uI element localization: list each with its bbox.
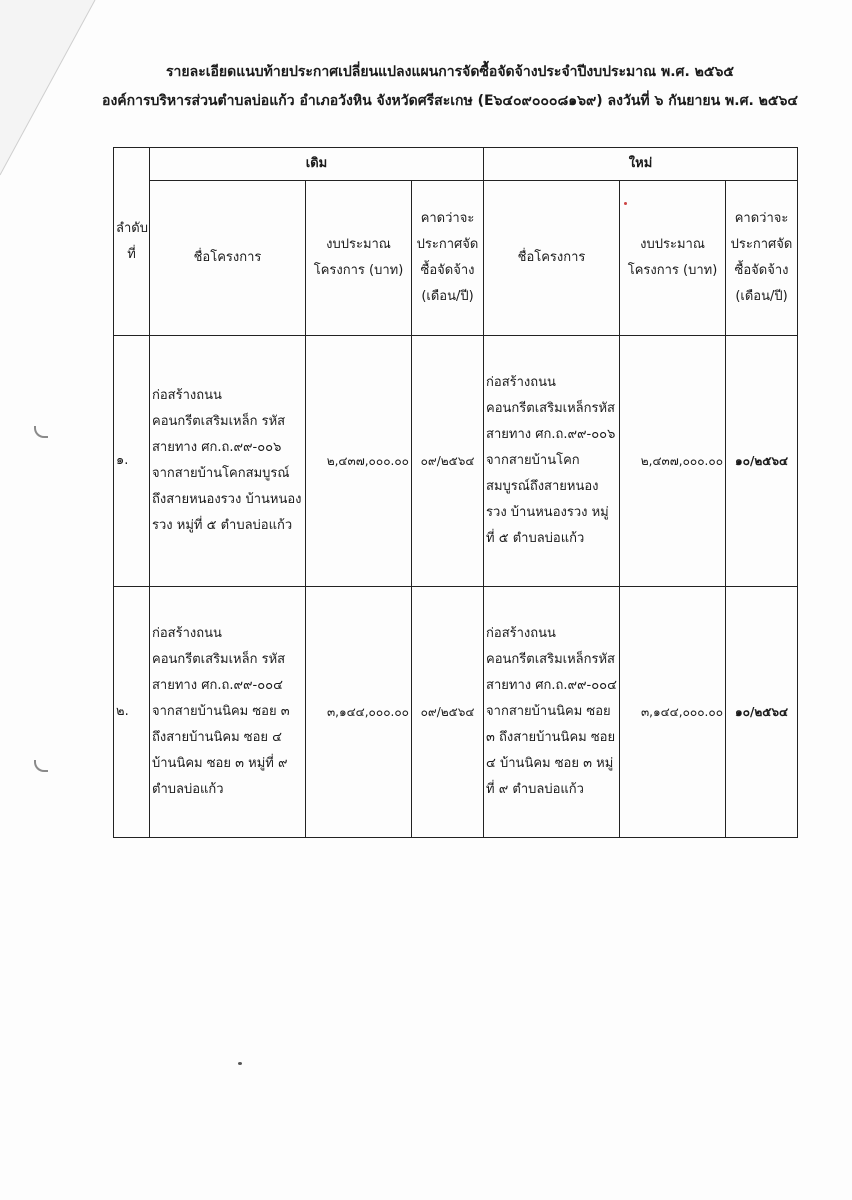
row-new-expected-date: ๑๐/๒๕๖๔ <box>726 587 798 838</box>
table-row <box>114 587 798 838</box>
column-header-new-budget: งบประมาณโครงการ (บาท) <box>620 181 726 336</box>
punch-hole-mark <box>34 426 48 438</box>
row-new-project-name: ก่อสร้างถนนคอนกรีตเสริมเหล็กรหัสสายทาง ศก.ถ.๙๙-๐๐๖ จากสายบ้านโคกสมบูรณ์ถึงสายหนองรวง บ้านหนองรวง หมู่ที่ ๕ ตำบลบ่อแก้ว <box>484 336 620 587</box>
document-title <box>100 58 800 116</box>
procurement-change-table <box>113 147 798 838</box>
group-header-new: ใหม่ <box>484 148 798 181</box>
title-line-2: องค์การบริหารส่วนตำบลบ่อแก้ว อำเภอวังหิน จังหวัดศรีสะเกษ (E๖๔๐๙๐๐๐๘๑๖๙) ลงวันที่ ๖ กันยายน พ.ศ. ๒๕๖๔ <box>102 93 798 109</box>
row-old-project-name: ก่อสร้างถนนคอนกรีตเสริมเหล็ก รหัสสายทาง ศก.ถ.๙๙-๐๐๔ จากสายบ้านนิคม ซอย ๓ ถึงสายบ้านนิคม ซอย ๔ บ้านนิคม ซอย ๓ หมู่ที่ ๙ ตำบลบ่อแก้ว <box>150 587 306 838</box>
title-line-1: รายละเอียดแนบท้ายประกาศเปลี่ยนแปลงแผนการจัดซื้อจัดจ้างประจำปีงบประมาณ พ.ศ. ๒๕๖๕ <box>166 64 734 80</box>
row-new-expected-date: ๑๐/๒๕๖๔ <box>726 336 798 587</box>
row-order: ๒. <box>114 587 150 838</box>
column-header-order: ลำดับที่ <box>114 148 150 336</box>
row-old-project-name: ก่อสร้างถนนคอนกรีตเสริมเหล็ก รหัสสายทาง ศก.ถ.๙๙-๐๐๖ จากสายบ้านโคกสมบูรณ์ถึงสายหนองรวง บ้านหนองรวง หมู่ที่ ๕ ตำบลบ่อแก้ว <box>150 336 306 587</box>
group-header-old: เดิม <box>150 148 484 181</box>
column-header-old-name: ชื่อโครงการ <box>150 181 306 336</box>
row-new-budget: ๒,๔๓๗,๐๐๐.๐๐ <box>620 336 726 587</box>
row-new-budget: ๓,๑๔๔,๐๐๐.๐๐ <box>620 587 726 838</box>
column-header-new-expected: คาดว่าจะประกาศจัดซื้อจัดจ้าง (เดือน/ปี) <box>726 181 798 336</box>
row-new-project-name: ก่อสร้างถนนคอนกรีตเสริมเหล็กรหัสสายทาง ศก.ถ.๙๙-๐๐๔ จากสายบ้านนิคม ซอย ๓ ถึงสายบ้านนิคม ซอย ๔ บ้านนิคม ซอย ๓ หมู่ที่ ๙ ตำบลบ่อแก้ว <box>484 587 620 838</box>
punch-hole-mark <box>34 760 48 772</box>
row-order: ๑. <box>114 336 150 587</box>
row-old-budget: ๒,๔๓๗,๐๐๐.๐๐ <box>306 336 412 587</box>
column-header-old-budget: งบประมาณโครงการ (บาท) <box>306 181 412 336</box>
scan-speck <box>238 1062 242 1065</box>
row-old-expected-date: ๐๙/๒๕๖๔ <box>412 587 484 838</box>
table-row <box>114 336 798 587</box>
row-old-expected-date: ๐๙/๒๕๖๔ <box>412 336 484 587</box>
row-old-budget: ๓,๑๔๔,๐๐๐.๐๐ <box>306 587 412 838</box>
column-header-old-expected: คาดว่าจะประกาศจัดซื้อจัดจ้าง (เดือน/ปี) <box>412 181 484 336</box>
column-header-new-name: ชื่อโครงการ <box>484 181 620 336</box>
